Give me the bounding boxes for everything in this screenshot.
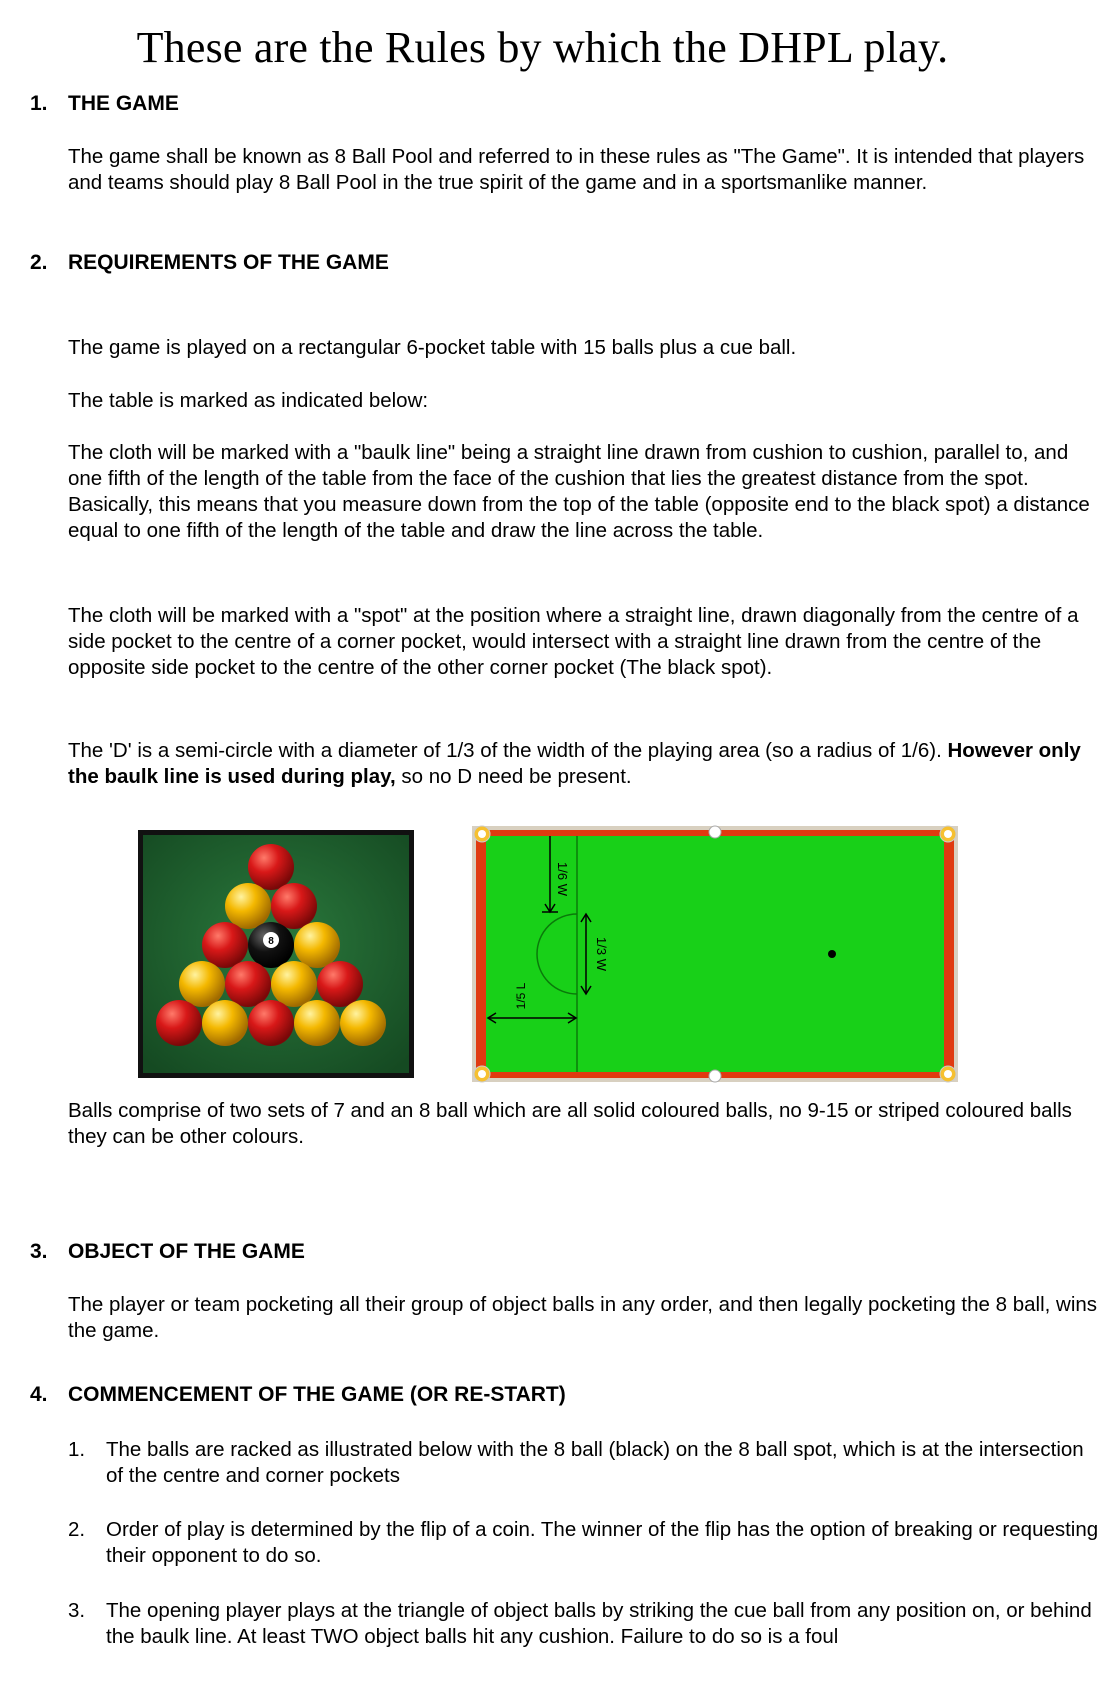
pocket-corner-inner (478, 1070, 486, 1078)
rack-ball-yellow (294, 922, 340, 968)
rack-ball-red (248, 844, 294, 890)
list-item (68, 1437, 1103, 1489)
black-spot (828, 950, 836, 958)
list-item-text: The opening player plays at the triangle of object balls by striking the cue ball from any position on, or behind the baulk line. At least TWO object balls hit any cushion. Failure to do so is a foul (106, 1599, 1092, 1648)
section-2-paragraph-6: Balls comprise of two sets of 7 and an 8 ball which are all solid coloured balls, no 9-15 or striped coloured balls they can be other colours. (68, 1099, 1072, 1148)
section-2-number: 2. (30, 251, 48, 274)
label-sixth-w: 1/6 W (555, 862, 570, 896)
pocket-side (709, 1070, 721, 1082)
list-item (68, 1517, 1103, 1569)
rack-ball-red (248, 1000, 294, 1046)
rack-ball-yellow (225, 883, 271, 929)
section-1-number: 1. (30, 92, 48, 115)
ball-rack-svg (143, 835, 409, 1073)
table-diagram-svg (470, 824, 960, 1084)
baulk-line-emphasis: However only the baulk line is used during play, (68, 739, 1081, 788)
rack-ball-yellow (271, 961, 317, 1007)
rack-ball-red (202, 922, 248, 968)
section-1-title: THE GAME (68, 92, 179, 115)
rack-ball-yellow (294, 1000, 340, 1046)
list-item-number: 1. (68, 1438, 86, 1461)
page-title: These are the Rules by which the DHPL play. (136, 23, 949, 72)
ball-rack-image (138, 830, 414, 1078)
list-item (68, 1598, 1103, 1650)
list-item-number: 3. (68, 1599, 86, 1622)
section-3-title: OBJECT OF THE GAME (68, 1240, 305, 1263)
label-third-w: 1/3 W (594, 937, 609, 971)
section-3-paragraph: The player or team pocketing all their group of object balls in any order, and then legally pocketing the 8 ball, wins the game. (68, 1293, 1098, 1342)
list-item-text: Order of play is determined by the flip of a coin. The winner of the flip has the option of breaking or requesting their opponent to do so. (106, 1518, 1099, 1567)
table-markings-diagram (470, 824, 960, 1084)
section-2-paragraph-2: The table is marked as indicated below: (68, 389, 429, 412)
rack-ball-yellow (179, 961, 225, 1007)
list-item-number: 2. (68, 1518, 86, 1541)
section-3-number: 3. (30, 1240, 48, 1263)
section-4-number: 4. (30, 1383, 48, 1406)
table-cloth (486, 836, 944, 1072)
section-4-heading (30, 1383, 566, 1407)
d-note: so no D need be present. (395, 765, 632, 788)
rack-ball-red (271, 883, 317, 929)
pocket-corner-inner (944, 830, 952, 838)
section-1-heading (30, 92, 179, 116)
pocket-side (709, 826, 721, 838)
list-item-text: The balls are racked as illustrated below with the 8 ball (black) on the 8 ball spot, which is at the intersection of the centre and corner pockets (106, 1438, 1084, 1487)
section-2-heading (30, 251, 389, 275)
section-2-title: REQUIREMENTS OF THE GAME (68, 251, 389, 274)
pocket-corner-inner (944, 1070, 952, 1078)
rack-ball-red (156, 1000, 202, 1046)
section-2-paragraph-1: The game is played on a rectangular 6-pocket table with 15 balls plus a cue ball. (68, 336, 797, 359)
d-description: The 'D' is a semi-circle with a diameter of 1/3 of the width of the playing area (so a radius of 1/6). (68, 739, 942, 762)
pocket-corner-inner (478, 830, 486, 838)
label-fifth-l: 1/5 L (514, 982, 528, 1010)
section-2-paragraph-4: The cloth will be marked with a "spot" at the position where a straight line, drawn diagonally from the centre of a side pocket to the centre of a corner pocket, would intersect with a straight line drawn from the centre of the opposite side pocket to the centre of the other corner pocket (The black spot). (68, 604, 1079, 679)
rack-ball-red (225, 961, 271, 1007)
rack-ball-yellow (340, 1000, 386, 1046)
rack-ball-yellow (202, 1000, 248, 1046)
eight-ball-number: 8 (268, 936, 274, 947)
section-3-heading (30, 1240, 305, 1264)
section-2-paragraph-3: The cloth will be marked with a "baulk line" being a straight line drawn from cushion to cushion, parallel to, and one fifth of the length of the table from the face of the cushion that lies the greatest distance from the spot. Basically, this means that you measure down from the top of the table (opposite end to the black spot) a distance equal to one fifth of the length of the table and draw the line across the table. (68, 441, 1090, 542)
section-4-title: COMMENCEMENT OF THE GAME (OR RE-START) (68, 1383, 566, 1406)
section-1-paragraph: The game shall be known as 8 Ball Pool and referred to in these rules as "The Game". It is intended that players and teams should play 8 Ball Pool in the true spirit of the game and in a sportsmanlike manner. (68, 145, 1085, 194)
section-2-paragraph-5 (68, 738, 1103, 790)
rack-ball-red (317, 961, 363, 1007)
